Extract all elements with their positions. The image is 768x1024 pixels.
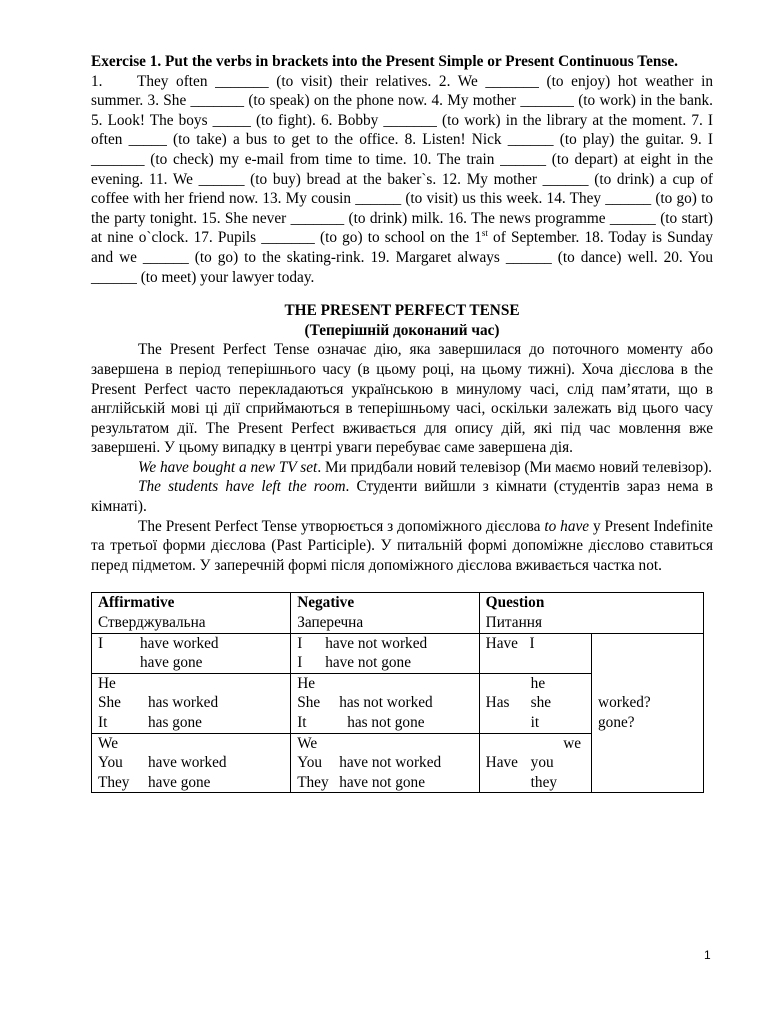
pronoun: They [297,773,329,791]
conjugation-table [91,592,704,793]
paragraph-definition: The Present Perfect Tense означає дію, яка завершилася до поточного моменту або завершена в період теперішнього часу (в цьому році, на цьому тижні). Хоча дієслова в the Present Perfect часто перекладаються українською в минулому часі, слід пам’ятати, що в англійській мові ці дії сприймаються в теперішньому часі, оскільки залежать від цього часу результатом дії. The Present Perfect вживається для опису дій, які під час мовлення вже завершені. У цьому випадку в центрі уваги перебуває саме завершена дія. [91,341,713,457]
form: have worked [148,754,227,772]
pronoun: She [98,694,121,712]
header-negative [291,593,479,633]
example-1-translation: . Ми придбали новий телевізор (Ми маємо новий телевізор). [317,458,713,476]
header-en: Affirmative [98,594,175,612]
form: has gone [148,714,202,731]
pronoun: I [297,634,303,652]
header-ua: Питання [485,614,542,632]
cell-question-verb [592,633,704,793]
pronoun: You [297,754,322,772]
exercise-body [91,72,713,288]
ordinal-suffix: st [481,228,488,239]
cell-affirmative [92,673,291,733]
pronoun: you [530,754,554,772]
exercise-title: Exercise 1. Put the verbs in brackets into the Present Simple or Present Continuous Tense. [91,53,678,70]
cell-question [479,633,591,673]
exercise-text-end: of September. 18. Today is Sunday and we ______ (to go) to the skating-rink. 19. Margaret always ______ (to dance) well. 20. You ______ (to meet) your lawyer today. [91,229,713,286]
example-1 [91,458,713,478]
formation-italic: to have [544,517,590,535]
table-header-row [92,593,704,633]
paragraph-formation [91,517,713,576]
table-row [92,633,704,673]
example-1-english: We have bought a new TV set [138,458,318,476]
header-ua: Заперечна [297,614,364,632]
cell-question [479,673,591,733]
cell-negative [291,633,479,673]
section-title: THE PRESENT PERFECT TENSE [284,302,520,320]
auxiliary: Have [485,754,518,772]
pronoun: He [98,674,116,692]
pronoun: We [98,734,119,752]
example-2 [91,477,713,516]
auxiliary: Have [485,634,518,652]
question-form: gone? [598,714,635,731]
form: have not gone [339,773,425,791]
question-form: worked? [598,694,651,712]
pronoun: it [530,714,540,731]
pronoun: He [297,674,316,692]
exercise-text: They often _______ (to visit) their relatives. 2. We _______ (to enjoy) hot weather in summer. 3. She _______ (to speak) on the phone now. 4. My mother _______ (to work) in the bank. 5. Look! The boys _____ (to fight). 6. Bobby _______ (to work) in the library at the moment. 7. I often _____ (to take) a bus to get to the office. 8. Listen! Nick ______ (to play) the guitar. 9. I _______ (to check) my e-mail from time to time. 10. The train ______ (to depart) at eight in the evening. 11. We ______ (to buy) bread at the baker`s. 12. My mother ______ (to drink) a cup of coffee with her friend now. 13. My cousin ______ (to visit) us this week. 14. They ______ (to go) to the party tonight. 15. She never _______ (to drink) milk. 16. The news programme ______ (to start) at nine o`clock. 17. Pupils _______ (to go) to school on the 1 [91,72,713,247]
example-2-english: The students have left the room [138,478,346,496]
page-number: 1 [704,948,711,962]
pronoun: It [297,714,307,731]
document-page [91,52,713,793]
form: have not gone [325,654,411,672]
pronoun: It [98,714,108,731]
form: have not worked [325,634,428,652]
section-subtitle: (Теперішній доконаний час) [304,321,500,339]
pronoun: They [98,773,130,791]
cell-question [479,733,591,793]
form: have gone [140,654,203,672]
pronoun: You [98,754,123,772]
formation-text-a: The Present Perfect Tense утворюється з допоміжного дієслова [138,517,545,535]
pronoun: We [297,734,318,752]
auxiliary: Has [485,694,510,712]
cell-affirmative [92,633,291,673]
form: have not worked [339,754,442,772]
pronoun: She [297,694,321,712]
form: have gone [148,773,211,791]
pronoun: she [530,694,552,712]
pronoun: I [297,654,303,672]
cell-affirmative [92,733,291,793]
exercise-number: 1. [91,72,103,90]
cell-negative [291,673,479,733]
header-en: Question [485,594,545,612]
form: has not gone [347,714,425,731]
pronoun: they [530,773,558,791]
example-2-translation: . Студенти вийшли з кімнати (студентів зараз нема в кімнаті). [91,478,713,516]
formation-text-b: у Present Indefinite та третьої форми дієслова (Past Participle). У питальній формі допоміжне дієслово ставиться перед підметом. У заперечній формі після допоміжного дієслова вживається частка not. [91,517,713,574]
cell-negative [291,733,479,793]
header-affirmative [92,593,291,633]
header-en: Negative [297,594,355,612]
pronoun: he [530,674,546,692]
header-ua: Стверджувальна [98,614,206,632]
form: has worked [148,694,219,712]
form: has not worked [339,694,433,712]
header-question [479,593,703,633]
pronoun: I [529,634,535,652]
pronoun: I [98,634,104,652]
form: have worked [140,634,219,652]
pronoun: we [563,734,582,752]
